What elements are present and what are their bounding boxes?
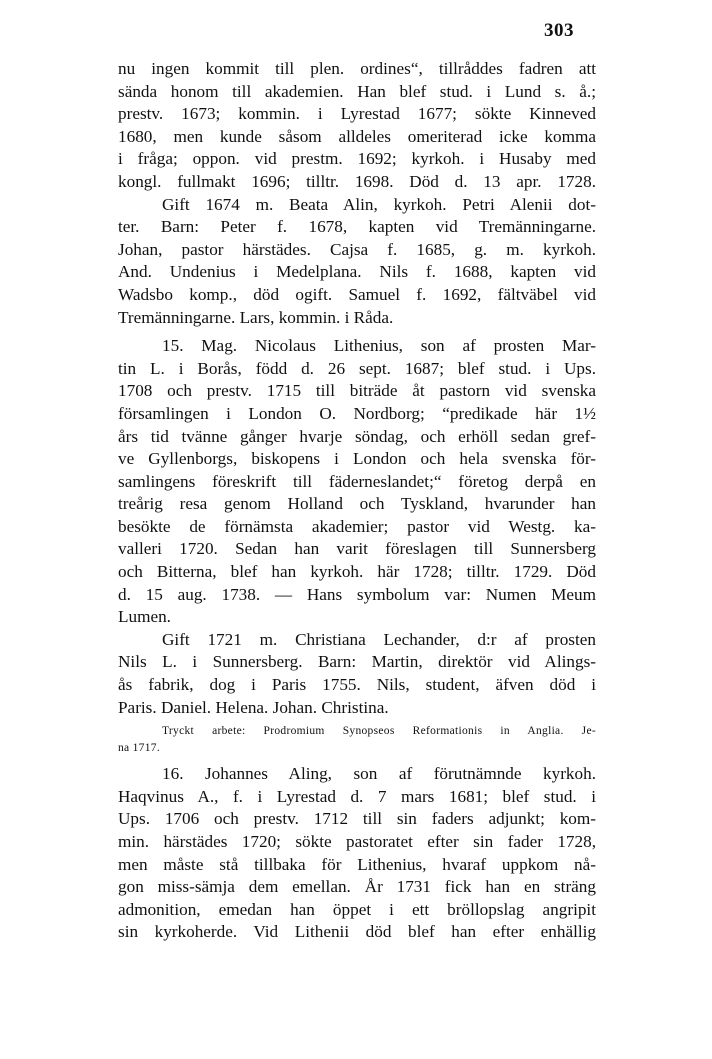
paragraph-marriage-aling xyxy=(118,194,596,330)
entry-16-aling xyxy=(118,763,596,944)
text-line: 16. Johannes Aling, son af förutnämnde kyrkoh. xyxy=(162,764,596,784)
text-line: ter. Barn: Peter f. 1678, kapten vid Tremänningarne. xyxy=(118,217,596,237)
text-column xyxy=(118,58,596,944)
text-line: prestv. 1673; kommin. i Lyrestad 1677; sökte Kinneved xyxy=(118,104,596,124)
text-line: treårig resa genom Holland och Tyskland, hvarunder han xyxy=(118,494,596,514)
text-line: admonition, emedan han öppet i ett bröllopslag angripit xyxy=(118,899,596,919)
text-line: gon miss-sämja dem emellan. År 1731 fick han en sträng xyxy=(118,877,596,897)
text-line: ås fabrik, dog i Paris 1755. Nils, student, äfven död i xyxy=(118,675,596,695)
text-line: i fråga; oppon. vid prestm. 1692; kyrkoh. i Husaby med xyxy=(118,149,596,169)
text-line: Tremänningarne. Lars, kommin. i Råda. xyxy=(118,307,394,327)
text-line: sända honom till akademien. Han blef stud. i Lund s. å.; xyxy=(118,81,596,101)
text-line: 1680, men kunde såsom alldeles omeriterad icke komma xyxy=(118,126,596,146)
page-number: 303 xyxy=(544,20,574,41)
text-line: Johan, pastor härstädes. Cajsa f. 1685, g. m. kyrkoh. xyxy=(118,239,596,259)
text-line: församlingen i London O. Nordborg; “predikade här 1½ xyxy=(118,403,596,423)
entry-15-lithenius xyxy=(118,335,596,629)
text-line: 15. Mag. Nicolaus Lithenius, son af prosten Mar- xyxy=(162,336,596,356)
text-line: And. Undenius i Medelplana. Nils f. 1688, kapten vid xyxy=(118,262,596,282)
text-line: Tryckt arbete: Prodromium Synopseos Reformationis in Anglia. Je- xyxy=(162,725,596,738)
text-line: Nils L. i Sunnersberg. Barn: Martin, direktör vid Alings- xyxy=(118,652,596,672)
text-line: sin kyrkoherde. Vid Lithenii död blef han efter enhällig xyxy=(118,922,596,942)
text-line: års tid tvänne gånger hvarje söndag, och erhöll sedan gref- xyxy=(118,426,596,446)
text-line: min. härstädes 1720; sökte pastoratet efter sin fader 1728, xyxy=(118,832,596,851)
text-line: besökte de förnämsta akademier; pastor vid Westg. ka- xyxy=(118,516,596,536)
text-line: Wadsbo komp., död ogift. Samuel f. 1692, fältväbel vid xyxy=(118,284,596,304)
text-line: d. 15 aug. 1738. — Hans symbolum var: Numen Meum xyxy=(118,584,596,604)
text-line: Ups. 1706 och prestv. 1712 till sin faders adjunkt; kom- xyxy=(118,809,596,829)
printed-works-note xyxy=(118,723,596,757)
paragraph-marriage-lithenius xyxy=(118,629,596,719)
text-line: och Bitterna, blef han kyrkoh. här 1728; tilltr. 1729. Död xyxy=(118,562,596,582)
text-line: Gift 1674 m. Beata Alin, kyrkoh. Petri Alenii dot- xyxy=(162,194,596,214)
text-line: Gift 1721 m. Christiana Lechander, d:r af prosten xyxy=(162,629,596,649)
text-line: Lumen. xyxy=(118,607,171,627)
text-line: tin L. i Borås, född d. 26 sept. 1687; blef stud. i Ups. xyxy=(118,358,596,378)
text-line: nu ingen kommit till plen. ordines“, tillråddes fadren att xyxy=(118,59,596,78)
text-line: samlingens föreskrift till fäderneslandet;“ företog derpå en xyxy=(118,471,596,491)
text-line: Haqvinus A., f. i Lyrestad d. 7 mars 1681; blef stud. i xyxy=(118,786,596,806)
paragraph-continuation xyxy=(118,58,596,194)
text-line: men måste stå tillbaka för Lithenius, hvaraf uppkom nå- xyxy=(118,854,596,874)
text-line: valleri 1720. Sedan han varit föreslagen till Sunnersberg xyxy=(118,539,596,559)
text-line: Paris. Daniel. Helena. Johan. Christina. xyxy=(118,697,389,717)
text-line: na 1717. xyxy=(118,742,161,755)
text-line: 1708 och prestv. 1715 till biträde åt pastorn vid svenska xyxy=(118,381,596,401)
text-line: ve Gyllenborgs, biskopens i London och hela svenska för- xyxy=(118,449,596,469)
text-line: kongl. fullmakt 1696; tilltr. 1698. Död d. 13 apr. 1728. xyxy=(118,171,596,191)
